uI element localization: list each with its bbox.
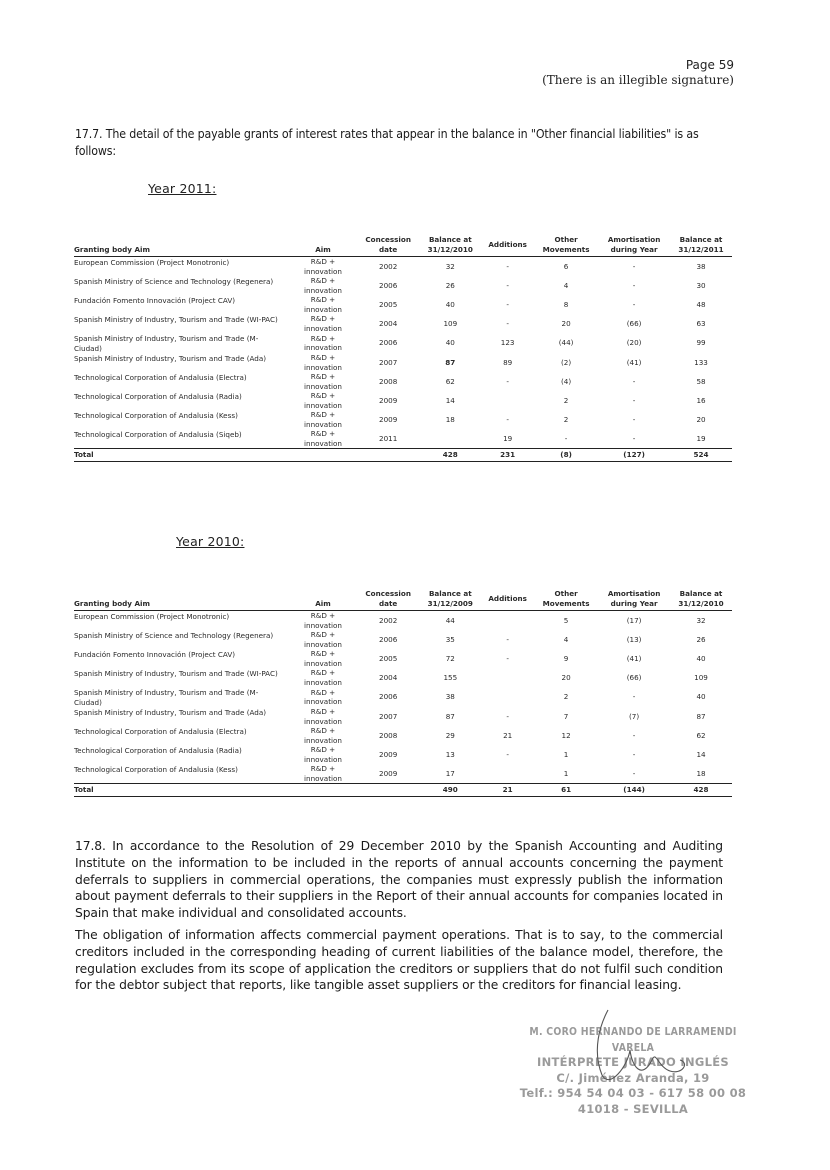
cell-additions: 19 [503, 433, 513, 443]
col-granting-body: Granting body Aim [74, 587, 289, 611]
col-additions: Additions [481, 233, 534, 257]
cell-concession-date: 2006 [379, 692, 398, 702]
table-row [74, 353, 732, 372]
cell-aim: R&D + innovation [304, 391, 342, 410]
table-row [74, 630, 732, 649]
cell-balance-close: 14 [696, 749, 706, 759]
cell-other-movements: 20 [561, 672, 571, 682]
cell-amortisation: - [632, 433, 636, 443]
cell-concession-date: 2009 [379, 749, 398, 759]
cell-balance-open: 38 [445, 692, 455, 702]
cell-balance-close: 109 [694, 672, 708, 682]
total-balance-close: 428 [670, 784, 732, 797]
table-row [74, 276, 732, 295]
cell-aim: R&D + innovation [304, 764, 342, 783]
table-row [74, 314, 732, 333]
col-additions: Additions [481, 587, 534, 611]
cell-additions: - [506, 749, 509, 759]
table-row [74, 707, 732, 726]
stamp-phone: Telf.: 954 54 04 03 - 617 58 00 08 [519, 1086, 747, 1100]
col-other-movements: Other Movements [534, 233, 598, 257]
cell-amortisation: - [632, 692, 636, 702]
total-label: Total [74, 449, 289, 462]
cell-amortisation: - [632, 768, 636, 778]
total-other-movements: (8) [534, 449, 598, 462]
cell-balance-open: 40 [445, 299, 455, 309]
table-row [74, 745, 732, 764]
cell-other-movements: (4) [561, 376, 572, 386]
cell-other-movements: 5 [563, 615, 569, 625]
total-label: Total [74, 784, 289, 797]
col-amortisation: Amortisation during Year [598, 233, 670, 257]
cell-concession-date: 2007 [379, 711, 398, 721]
cell-granting-body: European Commission (Project Monotronic) [74, 612, 230, 621]
col-aim: Aim [289, 587, 357, 611]
table-row [74, 372, 732, 391]
cell-balance-open: 32 [445, 261, 455, 271]
cell-additions [481, 764, 534, 784]
cell-aim: R&D + innovation [304, 649, 342, 668]
cell-balance-open: 40 [445, 338, 455, 348]
cell-balance-open: 26 [445, 280, 455, 290]
cell-additions: - [506, 318, 509, 328]
cell-granting-body: Fundación Fomento Innovación (Project CAV) [74, 650, 236, 659]
cell-balance-close: 40 [696, 692, 706, 702]
table-row [74, 295, 732, 314]
col-concession-date: Concession date [357, 587, 419, 611]
page-number: Page 59 [685, 58, 734, 72]
cell-aim: R&D + innovation [304, 372, 342, 391]
col-concession-date: Concession date [357, 233, 419, 257]
cell-other-movements: 9 [563, 653, 569, 663]
grants-table-2011 [74, 233, 732, 462]
table-row [74, 764, 732, 784]
table-header-row [74, 233, 732, 257]
table-row [74, 611, 732, 631]
cell-granting-body: Spanish Ministry of Industry, Tourism and Trade (WI-PAC) [74, 669, 278, 678]
cell-other-movements: 12 [561, 730, 571, 740]
col-granting-body: Granting body Aim [74, 233, 289, 257]
cell-granting-body: Spanish Ministry of Science and Technology (Regenera) [74, 631, 274, 640]
cell-balance-close: 26 [696, 634, 706, 644]
cell-balance-open: 29 [445, 730, 455, 740]
cell-balance-close: 99 [696, 338, 706, 348]
cell-concession-date: 2007 [379, 357, 398, 367]
table-row [74, 391, 732, 410]
cell-aim: R&D + innovation [304, 630, 342, 649]
cell-concession-date: 2009 [379, 395, 398, 405]
cell-amortisation: (20) [626, 338, 642, 348]
cell-granting-body: Spanish Ministry of Science and Technology (Regenera) [74, 277, 274, 286]
cell-aim: R&D + innovation [304, 611, 342, 630]
cell-balance-open [419, 429, 481, 449]
cell-other-movements: - [564, 433, 568, 443]
cell-aim: R&D + innovation [304, 410, 342, 429]
cell-additions: 123 [500, 338, 515, 348]
cell-additions: 21 [503, 730, 513, 740]
cell-concession-date: 2009 [379, 768, 398, 778]
cell-balance-close: 48 [696, 299, 706, 309]
cell-amortisation: - [632, 299, 636, 309]
cell-aim: R&D + innovation [304, 333, 342, 352]
cell-additions: - [506, 634, 509, 644]
cell-granting-body: Spanish Ministry of Industry, Tourism and Trade (WI-PAC) [74, 315, 278, 324]
cell-granting-body: Spanish Ministry of Industry, Tourism and Trade (Ada) [74, 708, 267, 717]
cell-concession-date: 2008 [379, 730, 398, 740]
cell-aim: R&D + innovation [304, 687, 342, 706]
cell-granting-body: Technological Corporation of Andalusia (Electra) [74, 373, 247, 382]
cell-additions: 89 [503, 357, 513, 367]
cell-additions: - [506, 299, 509, 309]
cell-balance-close: 30 [696, 280, 706, 290]
cell-concession-date: 2004 [379, 672, 398, 682]
cell-amortisation: - [632, 395, 636, 405]
cell-amortisation: (7) [629, 711, 640, 721]
section-17-8-paragraph-2: The obligation of information affects commercial payment operations. That is to say, to the commercial creditors included in the corresponding heading of current liabilities of the balance model, therefore, the regulation excludes from its scope of application the creditors or suppliers that do not fulfil such condition for the debtor subject that reports, like tangible asset suppliers or the creditors for financial leasing. [75, 928, 723, 993]
col-amortisation: Amortisation during Year [598, 587, 670, 611]
table-row [74, 726, 732, 745]
cell-granting-body: Spanish Ministry of Industry, Tourism and Trade (M- Ciudad) [74, 334, 259, 353]
cell-granting-body: Technological Corporation of Andalusia (Kess) [74, 411, 238, 420]
cell-concession-date: 2005 [379, 299, 398, 309]
cell-other-movements: 2 [563, 414, 569, 424]
cell-additions: - [506, 376, 509, 386]
cell-amortisation: (41) [626, 357, 642, 367]
cell-amortisation: - [632, 414, 636, 424]
cell-other-movements: 6 [563, 261, 569, 271]
cell-aim: R&D + innovation [304, 707, 342, 726]
cell-amortisation: - [632, 730, 636, 740]
page-header [542, 58, 734, 88]
cell-aim: R&D + innovation [304, 295, 342, 314]
cell-other-movements: (44) [558, 338, 574, 348]
cell-additions [481, 611, 534, 631]
cell-concession-date: 2002 [379, 615, 398, 625]
cell-granting-body: Fundación Fomento Innovación (Project CAV) [74, 296, 236, 305]
cell-other-movements: 7 [563, 711, 569, 721]
cell-additions [481, 668, 534, 687]
cell-granting-body: Technological Corporation of Andalusia (Electra) [74, 727, 247, 736]
table-total-row [74, 784, 732, 797]
cell-aim: R&D + innovation [304, 353, 342, 372]
cell-other-movements: 8 [563, 299, 569, 309]
cell-concession-date: 2002 [379, 261, 398, 271]
cell-balance-open: 87 [445, 357, 456, 367]
stamp-name: M. CORO HERNANDO DE LARRAMENDI VARELA [529, 1025, 737, 1054]
cell-balance-open: 14 [445, 395, 455, 405]
cell-amortisation: (66) [626, 318, 642, 328]
total-balance-open: 490 [419, 784, 481, 797]
cell-granting-body: Spanish Ministry of Industry, Tourism and Trade (Ada) [74, 354, 267, 363]
cell-balance-close: 87 [696, 711, 706, 721]
table-row [74, 668, 732, 687]
year-2010-heading: Year 2010: [176, 534, 245, 549]
cell-concession-date: 2006 [379, 634, 398, 644]
stamp-address: C/. Jiménez Aranda, 19 [556, 1070, 710, 1085]
grants-table-2010 [74, 587, 732, 797]
cell-aim: R&D + innovation [304, 314, 342, 333]
col-balance-close: Balance at 31/12/2010 [670, 587, 732, 611]
col-other-movements: Other Movements [534, 587, 598, 611]
cell-balance-open: 17 [445, 768, 455, 778]
col-balance-close: Balance at 31/12/2011 [670, 233, 732, 257]
cell-other-movements: 20 [561, 318, 571, 328]
total-balance-close: 524 [670, 449, 732, 462]
table-row [74, 333, 732, 353]
cell-concession-date: 2005 [379, 653, 398, 663]
cell-aim: R&D + innovation [304, 668, 342, 687]
table-row [74, 687, 732, 707]
total-other-movements: 61 [534, 784, 598, 797]
translator-stamp [498, 1024, 768, 1117]
cell-balance-open: 13 [445, 749, 455, 759]
total-additions: 231 [481, 449, 534, 462]
cell-amortisation: (66) [626, 672, 642, 682]
cell-granting-body: Technological Corporation of Andalusia (Siqeb) [74, 430, 242, 439]
cell-balance-close: 16 [696, 395, 706, 405]
cell-amortisation: (13) [626, 634, 642, 644]
col-aim: Aim [289, 233, 357, 257]
cell-other-movements: 1 [563, 768, 569, 778]
section-17-8-paragraph-1: 17.8. In accordance to the Resolution of 29 December 2010 by the Spanish Accounting and Auditing Institute on the information to be included in the reports of annual accounts concerning the payment deferrals to suppliers in commercial operations, the companies must expressly publish the information about payment deferrals to their suppliers in the Report of their annual accounts for companies located in Spain that make individual and consolidated accounts. [75, 839, 723, 921]
cell-additions [481, 391, 534, 410]
cell-granting-body: Technological Corporation of Andalusia (Radia) [74, 392, 242, 401]
cell-balance-close: 63 [696, 318, 706, 328]
stamp-title: INTÉRPRETE JURADO INGLÉS [536, 1055, 729, 1069]
cell-amortisation: - [632, 376, 636, 386]
cell-other-movements: 4 [563, 280, 569, 290]
cell-balance-open: 72 [445, 653, 455, 663]
table-row [74, 649, 732, 668]
cell-concession-date: 2009 [379, 414, 398, 424]
cell-balance-open: 44 [445, 615, 455, 625]
cell-balance-open: 87 [445, 711, 455, 721]
cell-concession-date: 2008 [379, 376, 398, 386]
total-amortisation: (127) [598, 449, 670, 462]
cell-other-movements: 1 [563, 749, 569, 759]
cell-concession-date: 2004 [379, 318, 398, 328]
table-row [74, 429, 732, 449]
table-header-row [74, 587, 732, 611]
col-balance-open: Balance at 31/12/2010 [419, 233, 481, 257]
cell-balance-close: 32 [696, 615, 706, 625]
cell-granting-body: Technological Corporation of Andalusia (Kess) [74, 765, 238, 774]
cell-granting-body: European Commission (Project Monotronic) [74, 258, 230, 267]
cell-other-movements: 2 [563, 692, 569, 702]
year-2011-heading: Year 2011: [148, 181, 217, 196]
section-17-7-intro: 17.7. The detail of the payable grants of interest rates that appear in the balance in "Other financial liabilities" is as follows: [75, 127, 699, 158]
cell-balance-open: 35 [445, 634, 455, 644]
cell-amortisation: - [632, 280, 636, 290]
cell-amortisation: - [632, 261, 636, 271]
cell-other-movements: 4 [563, 634, 569, 644]
cell-aim: R&D + innovation [304, 276, 342, 295]
table-total-row [74, 449, 732, 462]
cell-aim: R&D + innovation [304, 745, 342, 764]
cell-balance-open: 109 [443, 318, 458, 328]
total-amortisation: (144) [598, 784, 670, 797]
cell-additions: - [506, 280, 509, 290]
cell-concession-date: 2006 [379, 338, 398, 348]
cell-aim: R&D + innovation [304, 257, 342, 276]
col-balance-open: Balance at 31/12/2009 [419, 587, 481, 611]
cell-balance-close: 40 [696, 653, 706, 663]
cell-additions: - [506, 414, 509, 424]
cell-balance-open: 62 [445, 376, 455, 386]
cell-additions: - [506, 711, 509, 721]
cell-balance-close: 38 [696, 261, 706, 271]
cell-aim: R&D + innovation [304, 429, 342, 448]
table-row [74, 257, 732, 277]
cell-balance-open: 155 [443, 672, 458, 682]
total-balance-open: 428 [419, 449, 481, 462]
cell-amortisation: (41) [626, 653, 642, 663]
table-row [74, 410, 732, 429]
cell-balance-close: 18 [696, 768, 706, 778]
cell-balance-close: 62 [696, 730, 706, 740]
cell-other-movements: (2) [561, 357, 572, 367]
cell-balance-open: 18 [445, 414, 455, 424]
cell-amortisation: (17) [626, 615, 642, 625]
cell-aim: R&D + innovation [304, 726, 342, 745]
cell-balance-close: 133 [694, 357, 708, 367]
cell-other-movements: 2 [563, 395, 569, 405]
cell-balance-close: 19 [696, 433, 706, 443]
cell-additions: - [506, 653, 509, 663]
cell-amortisation: - [632, 749, 636, 759]
total-additions: 21 [481, 784, 534, 797]
cell-balance-close: 58 [696, 376, 706, 386]
cell-balance-close: 20 [696, 414, 706, 424]
cell-additions [481, 687, 534, 707]
cell-granting-body: Spanish Ministry of Industry, Tourism and Trade (M- Ciudad) [74, 688, 259, 707]
stamp-city: 41018 - SEVILLA [577, 1101, 689, 1116]
cell-concession-date: 2006 [379, 280, 398, 290]
cell-concession-date: 2011 [379, 433, 398, 443]
signature-note: (There is an illegible signature) [542, 73, 734, 87]
cell-granting-body: Technological Corporation of Andalusia (Radia) [74, 746, 242, 755]
cell-additions: - [506, 261, 509, 271]
